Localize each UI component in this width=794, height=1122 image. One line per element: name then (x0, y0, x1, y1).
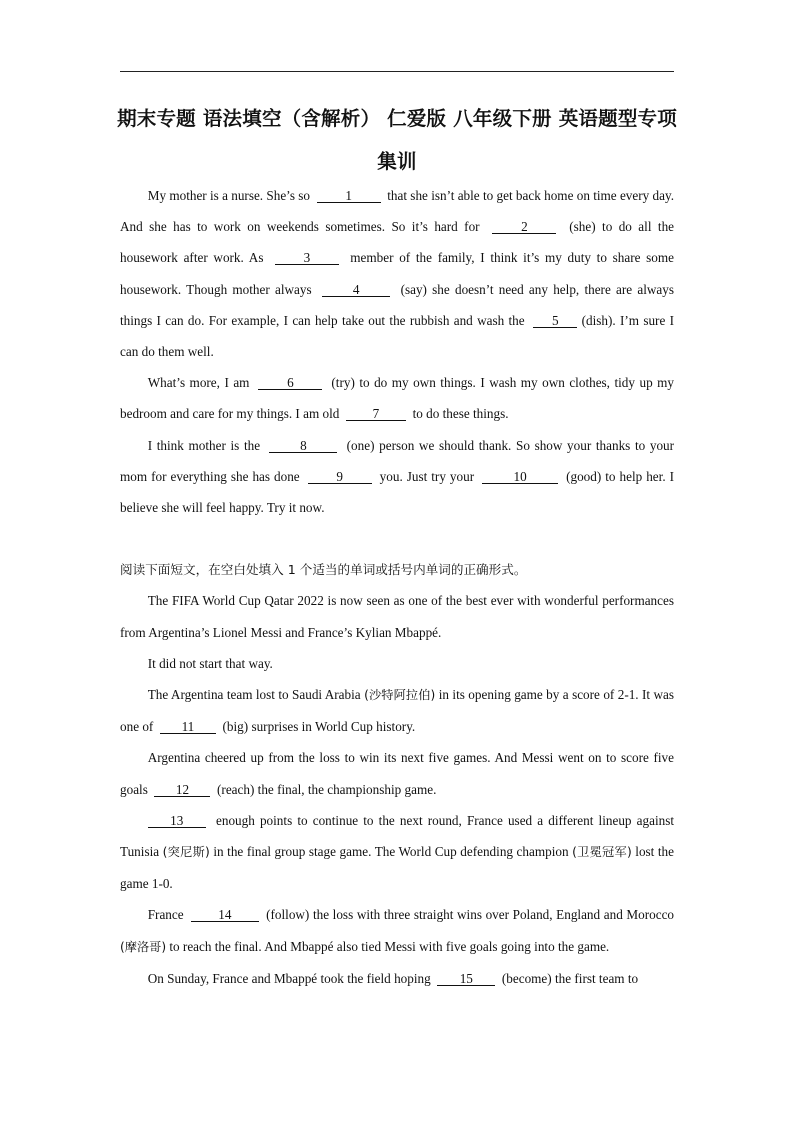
blank-5: 5 (533, 314, 577, 328)
text-run: (dish). I’m sure I can do them well. (120, 312, 675, 360)
passage1-paragraph-2 (120, 367, 674, 429)
text-run: My mother is a nurse. She’s so (147, 188, 311, 203)
blank-13: 13 (148, 814, 206, 828)
text-run: (big) surprises in World Cup history. (222, 719, 416, 735)
text-run: Argentina cheered up from the loss to win its next five games. And Messi went on to score five goals (120, 750, 674, 797)
blank-14: 14 (191, 908, 259, 922)
text-run: What’s more, I am (147, 375, 250, 391)
document-body (120, 180, 674, 994)
chinese-gloss: (突尼斯) (162, 845, 210, 860)
blank-15: 15 (437, 972, 495, 986)
blank-1: 1 (317, 189, 381, 203)
page-title: 期末专题 语法填空（含解析） 仁爱版 八年级下册 英语题型专项集训 (117, 107, 677, 173)
text-run: (one) person we should thank. So show your thanks to your mom for everything she has done (120, 437, 675, 484)
text-run: in its opening game by a score of 2-1. It was one of (120, 687, 675, 735)
text-run: (she) to do all the housework after work. As (120, 219, 675, 266)
blank-2: 2 (492, 220, 556, 234)
blank-4: 4 (322, 283, 390, 297)
blank-12: 12 (154, 783, 210, 797)
passage1-paragraph-1 (120, 180, 674, 367)
blank-6: 6 (258, 376, 322, 390)
chinese-gloss: (摩洛哥) (120, 939, 167, 954)
passage2-paragraph-4 (120, 742, 674, 804)
text-run: in the final group stage game. The World Cup defending champion (213, 844, 569, 860)
text-run: to do these things. (412, 406, 509, 422)
blank-11: 11 (160, 720, 216, 734)
blank-10: 10 (482, 470, 558, 484)
passage2-paragraph-1: The FIFA World Cup Qatar 2022 is now seen as one of the best ever with wonderful performances from Argentina’s Lionel Messi and France’s Kylian Mbappé. (120, 593, 674, 640)
text-run: On Sunday, France and Mbappé took the field hoping (147, 970, 431, 986)
chinese-gloss: (卫冕冠军) (572, 845, 632, 860)
text-run: to reach the final. And Mbappé also tied Messi with five goals going into the game. (169, 938, 610, 954)
text-run: enough points to continue to the next round, France used a different lineup against Tunisia (120, 812, 675, 860)
text-run: (reach) the final, the championship game. (217, 781, 437, 797)
blank-8: 8 (269, 439, 337, 453)
passage2-paragraph-3 (120, 679, 674, 742)
text-run: (say) she doesn’t need any help, there are always things I can do. For example, I can help take out the rubbish and wash the (120, 281, 674, 328)
instruction-text: 阅读下面短文，在空白处填入 1 个适当的单词或括号内单词的正确形式。 (120, 562, 527, 578)
passage2-paragraph-5 (120, 805, 674, 900)
blank-9: 9 (308, 470, 372, 484)
passage2-paragraph-6 (120, 899, 674, 962)
text-run: France (147, 907, 184, 923)
text-run: (good) to help her. I believe she will feel happy. Try it now. (120, 468, 675, 516)
header-rule (120, 71, 674, 72)
text-run: lost the game 1-0. (120, 844, 675, 892)
text-run: member of the family, I think it’s my duty to share some housework. Though mother always (120, 250, 675, 297)
text-run: (become) the first team to (501, 970, 639, 986)
text-run: (try) to do my own things. I wash my own clothes, tidy up my bedroom and care for my things. I am old (120, 375, 675, 422)
text-run: (follow) the loss with three straight wins over Poland, England and Morocco (266, 907, 675, 923)
text-run: you. Just try your (379, 468, 475, 484)
passage1-paragraph-3 (120, 430, 674, 524)
blank-7: 7 (346, 407, 406, 421)
text-run: The Argentina team lost to Saudi Arabia (147, 687, 361, 703)
passage2-paragraph-2: It did not start that way. (147, 655, 273, 671)
chinese-gloss: (沙特阿拉伯) (364, 688, 436, 703)
passage2-paragraph-7 (120, 963, 674, 994)
text-run: I think mother is the (147, 437, 261, 453)
blank-3: 3 (275, 251, 339, 265)
text-run: that she isn’t able to get back home on time every day. And she has to work on weekends sometimes. So it’s hard for (120, 188, 675, 235)
